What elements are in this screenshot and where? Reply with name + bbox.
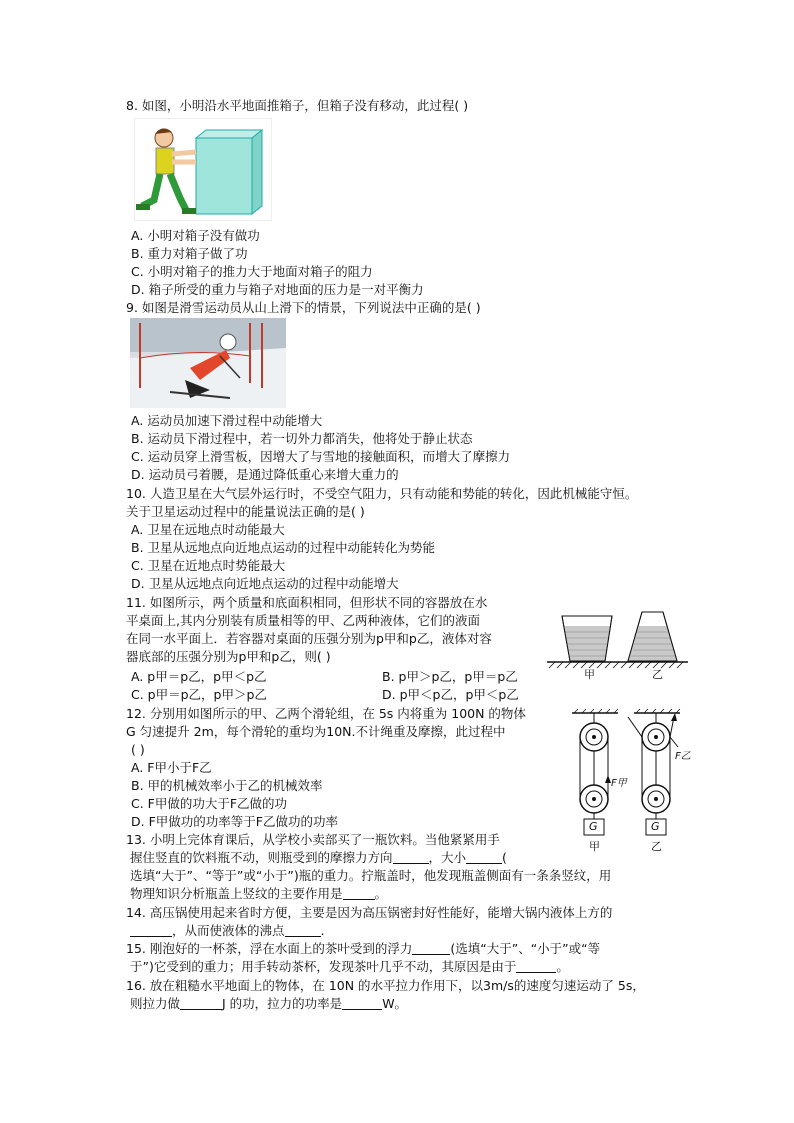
q9-option-b: B. 运动员下滑过程中，若一切外力都消失，他将处于静止状态 <box>131 431 473 446</box>
q12-line1: 12. 分别用如图所示的甲、乙两个滑轮组，在 5s 内将重为 100N 的物体 <box>126 706 526 721</box>
q16-line2-text-b: J 的功，拉力的功率是 <box>222 996 343 1011</box>
q8-option-c: C. 小明对箱子的推力大于地面对箱子的阻力 <box>131 264 373 279</box>
q14-blank-pressure[interactable] <box>130 924 172 937</box>
q12-option-c: C. F甲做的功大于F乙做的功 <box>131 796 288 811</box>
q15-blank-reason[interactable] <box>516 960 556 973</box>
q12-label-yi: 乙 <box>651 840 662 853</box>
q8-stem: 8. 如图，小明沿水平地面推箱子，但箱子没有移动，此过程( ) <box>126 98 469 113</box>
q10-option-b: B. 卫星从远地点向近地点运动的过程中动能转化为势能 <box>131 540 436 555</box>
q14-line1: 14. 高压锅使用起来省时方便，主要是因为高压锅密封好性能好，能增大锅内液体上方的 <box>126 905 613 920</box>
q12-label-g-left: G <box>589 820 598 833</box>
q16-line2-text-a: 则拉力做 <box>130 996 181 1011</box>
q11-figure-containers <box>545 604 690 682</box>
q13-blank-direction[interactable] <box>393 851 429 864</box>
q15-line2 <box>130 958 569 975</box>
q11-label-yi: 乙 <box>652 668 663 681</box>
q13-line2-text-b: ，大小 <box>428 850 467 865</box>
q8-option-a: A. 小明对箱子没有做功 <box>131 228 260 243</box>
q14-line2-text-c: . <box>320 923 325 938</box>
q15-blank-buoyancy[interactable] <box>412 942 450 955</box>
q12-line3: ( ) <box>131 742 145 757</box>
q12-option-b: B. 甲的机械效率小于乙的机械效率 <box>131 778 323 793</box>
q16-line2-text-c: W。 <box>382 996 408 1011</box>
q13-line1: 13. 小明上完体育课后，从学校小卖部买了一瓶饮料。当他紧紧用手 <box>126 832 500 847</box>
q14-blank-boiling[interactable] <box>285 924 321 937</box>
q14-line2-text-b: ，从而使液体的沸点 <box>172 923 285 938</box>
q13-line4-text-a: 物理知识分析瓶盖上竖纹的主要作用是 <box>130 886 343 901</box>
q11-line3: 在同一水平面上．若容器对桌面的压强分别为p甲和p乙，液体对容 <box>126 631 492 646</box>
q11-option-d: D. p甲＜p乙，p甲＜p乙 <box>382 687 519 702</box>
q10-option-d: D. 卫星从远地点向近地点运动的过程中动能增大 <box>131 576 399 591</box>
q9-figure-skier <box>130 318 286 408</box>
q13-line2-text-c: ( <box>502 850 507 865</box>
q15-line2-text-b: 。 <box>556 959 569 974</box>
q11-option-c: C. p甲＝p乙，p甲＞p乙 <box>131 687 267 702</box>
q13-line2 <box>130 849 507 866</box>
q13-blank-size[interactable] <box>466 851 502 864</box>
q12-label-jia: 甲 <box>589 840 600 853</box>
q12-label-f-jia: F甲 <box>611 778 627 789</box>
q11-label-jia: 甲 <box>584 668 595 681</box>
q16-line2 <box>130 995 407 1012</box>
q10-option-a: A. 卫星在远地点时动能最大 <box>131 522 285 537</box>
q8-option-d: D. 箱子所受的重力与箱子对地面的压力是一对平衡力 <box>131 282 424 297</box>
q15-line1 <box>126 940 600 957</box>
q9-option-a: A. 运动员加速下滑过程中动能增大 <box>131 413 323 428</box>
q15-line1-text-a: 15. 刚泡好的一杯茶，浮在水面上的茶叶受到的浮力 <box>126 941 413 956</box>
q10-stem-line2: 关于卫星运动过程中的能量说法正确的是( ) <box>126 504 365 519</box>
q11-line1: 11. 如图所示，两个质量和底面积相同，但形状不同的容器放在水 <box>126 595 488 610</box>
q8-option-b: B. 重力对箱子做了功 <box>131 246 248 261</box>
q8-figure-push-box <box>134 118 272 221</box>
q10-stem-line1: 10. 人造卫星在大气层外运行时，不受空气阻力，只有动能和势能的转化，因此机械能守恒。 <box>126 486 638 501</box>
q15-line1-text-b: (选填“大于”、“小于”或“等 <box>450 941 601 956</box>
q12-figure-pulleys <box>566 707 696 857</box>
q13-line4-text-b: 。 <box>374 886 388 901</box>
q13-line4 <box>130 885 387 902</box>
q16-blank-power[interactable] <box>342 997 382 1010</box>
q12-label-f-yi: F乙 <box>675 751 691 762</box>
q13-line3: 选填“大于”、“等于”或“小于”)瓶的重力。拧瓶盖时，他发现瓶盖侧面有一条条竖纹，用 <box>130 868 612 883</box>
q14-line2 <box>130 922 325 939</box>
q15-line2-text-a: 于”)它受到的重力；用手转动茶杯，发现茶叶几乎不动，其原因是由于 <box>130 959 517 974</box>
q13-line2-text-a: 握住竖直的饮料瓶不动，则瓶受到的摩擦力方向 <box>130 850 393 865</box>
q16-line1: 16. 放在粗糙水平地面上的物体，在 10N 的水平拉力作用下，以3m/s的速度匀速运动了 5s， <box>126 978 645 993</box>
q11-line2: 平桌面上,其内分别装有质量相等的甲、乙两种液体，它们的液面 <box>126 613 480 628</box>
q9-stem: 9. 如图是滑雪运动员从山上滑下的情景，下列说法中正确的是( ) <box>126 300 481 315</box>
q9-option-c: C. 运动员穿上滑雪板，因增大了与雪地的接触面积，而增大了摩擦力 <box>131 449 511 464</box>
q12-label-g-right: G <box>651 820 660 833</box>
q13-blank-stripes[interactable] <box>343 887 375 900</box>
q12-line2: G 匀速提升 2m，每个滑轮的重均为10N.不计绳重及摩擦，此过程中 <box>126 724 506 739</box>
q11-option-a: A. p甲＝p乙，p甲＜p乙 <box>131 669 267 684</box>
q11-line4: 器底部的压强分别为p甲和p乙，则( ) <box>126 649 331 664</box>
q9-option-d: D. 运动员弓着腰，是通过降低重心来增大重力的 <box>131 467 399 482</box>
q16-blank-work[interactable] <box>180 997 222 1010</box>
q12-option-a: A. F甲小于F乙 <box>131 760 212 775</box>
q11-option-b: B. p甲＞p乙，p甲＝p乙 <box>382 669 518 684</box>
q10-option-c: C. 卫星在近地点时势能最大 <box>131 558 286 573</box>
q12-option-d: D. F甲做功的功率等于F乙做功的功率 <box>131 814 338 829</box>
